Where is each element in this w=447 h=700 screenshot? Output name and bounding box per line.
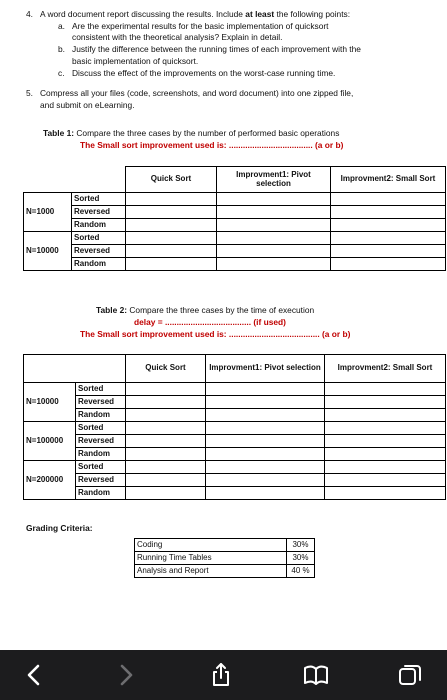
table-row <box>24 461 446 474</box>
table-cell[interactable] <box>217 258 331 271</box>
table2-caption-bold: Table 2: <box>96 305 128 315</box>
table-cell[interactable] <box>325 422 446 435</box>
table1-header-improvement2: Improvment2: Small Sort <box>331 167 446 193</box>
case-label: Reversed <box>72 206 126 219</box>
book-icon <box>303 662 329 688</box>
case-label: Sorted <box>76 422 126 435</box>
table-row <box>24 396 446 409</box>
table1-corner <box>24 167 126 193</box>
table2-small-sort-line: The Small sort improvement used is: ....................................... (a or b) <box>80 329 351 339</box>
case-label: Sorted <box>72 193 126 206</box>
table-cell[interactable] <box>331 193 446 206</box>
tabs-button[interactable] <box>397 662 423 688</box>
table-cell[interactable] <box>331 206 446 219</box>
item5-line2: and submit on eLearning. <box>40 100 135 110</box>
grading-title: Grading Criteria: <box>26 523 93 533</box>
table2-header-improvement2: Improvment2: Small Sort <box>325 355 446 383</box>
table-row <box>24 487 446 500</box>
table-cell[interactable] <box>126 206 217 219</box>
table-cell[interactable] <box>126 245 217 258</box>
table1-caption-text: Compare the three cases by the number of performed basic operations <box>76 128 340 138</box>
point-b-line2: basic implementation of quicksort. <box>72 56 199 66</box>
table-cell[interactable] <box>126 232 217 245</box>
table-cell[interactable] <box>126 474 206 487</box>
share-icon <box>208 662 234 688</box>
table2 <box>23 354 446 500</box>
table-cell[interactable] <box>126 461 206 474</box>
table2-n-label: N=10000 <box>24 383 76 422</box>
table1-small-sort-line: The Small sort improvement used is: .................................... (a or b) <box>80 140 344 150</box>
table-cell[interactable] <box>126 193 217 206</box>
item5-line1: Compress all your files (code, screenshots, and word document) into one zipped file, <box>40 88 354 98</box>
table2-corner <box>24 355 126 383</box>
chevron-right-icon <box>112 662 138 688</box>
case-label: Random <box>76 448 126 461</box>
table-cell[interactable] <box>206 435 325 448</box>
table1-header-improvement1: Improvment1: Pivot selection <box>217 167 331 193</box>
case-label: Random <box>76 487 126 500</box>
table1 <box>23 166 446 271</box>
forward-button[interactable] <box>112 662 138 688</box>
case-label: Random <box>72 258 126 271</box>
table-row <box>24 206 446 219</box>
share-button[interactable] <box>208 662 234 688</box>
table-cell[interactable] <box>217 245 331 258</box>
back-button[interactable] <box>22 662 48 688</box>
item4-text-bold: at least <box>245 9 275 19</box>
tabs-icon <box>397 662 423 688</box>
table-cell[interactable] <box>331 258 446 271</box>
bookmarks-button[interactable] <box>303 662 329 688</box>
table2-caption <box>96 305 314 316</box>
table-row <box>24 245 446 258</box>
grading-table <box>134 538 315 578</box>
chevron-left-icon <box>22 662 48 688</box>
table1-header-quicksort: Quick Sort <box>126 167 217 193</box>
table2-header-quicksort: Quick Sort <box>126 355 206 383</box>
table-row <box>135 552 315 565</box>
table1-caption <box>43 128 339 139</box>
point-b-letter: b. <box>58 44 65 54</box>
table-row <box>24 258 446 271</box>
grading-label: Running Time Tables <box>135 552 287 565</box>
table-cell[interactable] <box>206 487 325 500</box>
table-row <box>24 219 446 232</box>
item4-text <box>40 9 350 20</box>
table-row <box>24 409 446 422</box>
case-label: Reversed <box>76 396 126 409</box>
point-a-line2: consistent with the theoretical analysis? Explain in detail. <box>72 32 283 42</box>
case-label: Random <box>72 219 126 232</box>
table-cell[interactable] <box>126 435 206 448</box>
browser-toolbar <box>0 650 447 700</box>
grading-percent: 40 % <box>287 565 315 578</box>
case-label: Reversed <box>72 245 126 258</box>
table-cell[interactable] <box>206 396 325 409</box>
table1-n-label: N=1000 <box>24 193 72 232</box>
point-c-letter: c. <box>58 68 65 78</box>
table-cell[interactable] <box>325 383 446 396</box>
item4-text-b: the following points: <box>276 9 351 19</box>
table-cell[interactable] <box>126 396 206 409</box>
table-row <box>24 232 446 245</box>
table1-caption-bold: Table 1: <box>43 128 75 138</box>
table-cell[interactable] <box>206 409 325 422</box>
table1-header-row <box>24 167 446 193</box>
table-cell[interactable] <box>206 461 325 474</box>
table-cell[interactable] <box>325 461 446 474</box>
grading-label: Coding <box>135 539 287 552</box>
table-cell[interactable] <box>217 219 331 232</box>
table-row <box>135 565 315 578</box>
table-row <box>24 435 446 448</box>
table-cell[interactable] <box>217 232 331 245</box>
table-cell[interactable] <box>206 422 325 435</box>
table-row <box>135 539 315 552</box>
item4-number: 4. <box>26 9 33 19</box>
table-cell[interactable] <box>325 448 446 461</box>
case-label: Sorted <box>76 383 126 396</box>
table-cell[interactable] <box>325 487 446 500</box>
table-cell[interactable] <box>325 435 446 448</box>
table-cell[interactable] <box>126 448 206 461</box>
table2-n-label: N=100000 <box>24 422 76 461</box>
table-cell[interactable] <box>206 474 325 487</box>
table-cell[interactable] <box>325 409 446 422</box>
table-row <box>24 193 446 206</box>
table-cell[interactable] <box>126 383 206 396</box>
case-label: Reversed <box>76 435 126 448</box>
table2-header-row <box>24 355 446 383</box>
table-cell[interactable] <box>331 219 446 232</box>
table2-n-label: N=200000 <box>24 461 76 500</box>
case-label: Reversed <box>76 474 126 487</box>
table-cell[interactable] <box>325 474 446 487</box>
table1-n-label: N=10000 <box>24 232 72 271</box>
table-cell[interactable] <box>217 206 331 219</box>
table-cell[interactable] <box>126 487 206 500</box>
table2-caption-text: Compare the three cases by the time of execution <box>129 305 315 315</box>
table-row <box>24 448 446 461</box>
table-cell[interactable] <box>331 245 446 258</box>
grading-percent: 30% <box>287 539 315 552</box>
table2-header-improvement1: Improvment1: Pivot selection <box>206 355 325 383</box>
table-row <box>24 474 446 487</box>
table-row <box>24 422 446 435</box>
point-a-line1: Are the experimental results for the basic implementation of quicksort <box>72 21 329 31</box>
grading-percent: 30% <box>287 552 315 565</box>
table2-delay-line: delay = ..................................... (if used) <box>134 317 286 327</box>
case-label: Sorted <box>76 461 126 474</box>
table-cell[interactable] <box>206 383 325 396</box>
table-cell[interactable] <box>325 396 446 409</box>
point-c-text: Discuss the effect of the improvements on the worst-case running time. <box>72 68 336 78</box>
table-cell[interactable] <box>206 448 325 461</box>
table-cell[interactable] <box>126 219 217 232</box>
table-cell[interactable] <box>126 409 206 422</box>
item5-number: 5. <box>26 88 33 98</box>
case-label: Sorted <box>72 232 126 245</box>
table-cell[interactable] <box>217 193 331 206</box>
point-a-letter: a. <box>58 21 65 31</box>
table-cell[interactable] <box>331 232 446 245</box>
table-row <box>24 383 446 396</box>
case-label: Random <box>76 409 126 422</box>
table-cell[interactable] <box>126 422 206 435</box>
item4-text-a: A word document report discussing the results. Include <box>40 9 243 19</box>
point-b-line1: Justify the difference between the running times of each improvement with the <box>72 44 361 54</box>
grading-label: Analysis and Report <box>135 565 287 578</box>
table-cell[interactable] <box>126 258 217 271</box>
